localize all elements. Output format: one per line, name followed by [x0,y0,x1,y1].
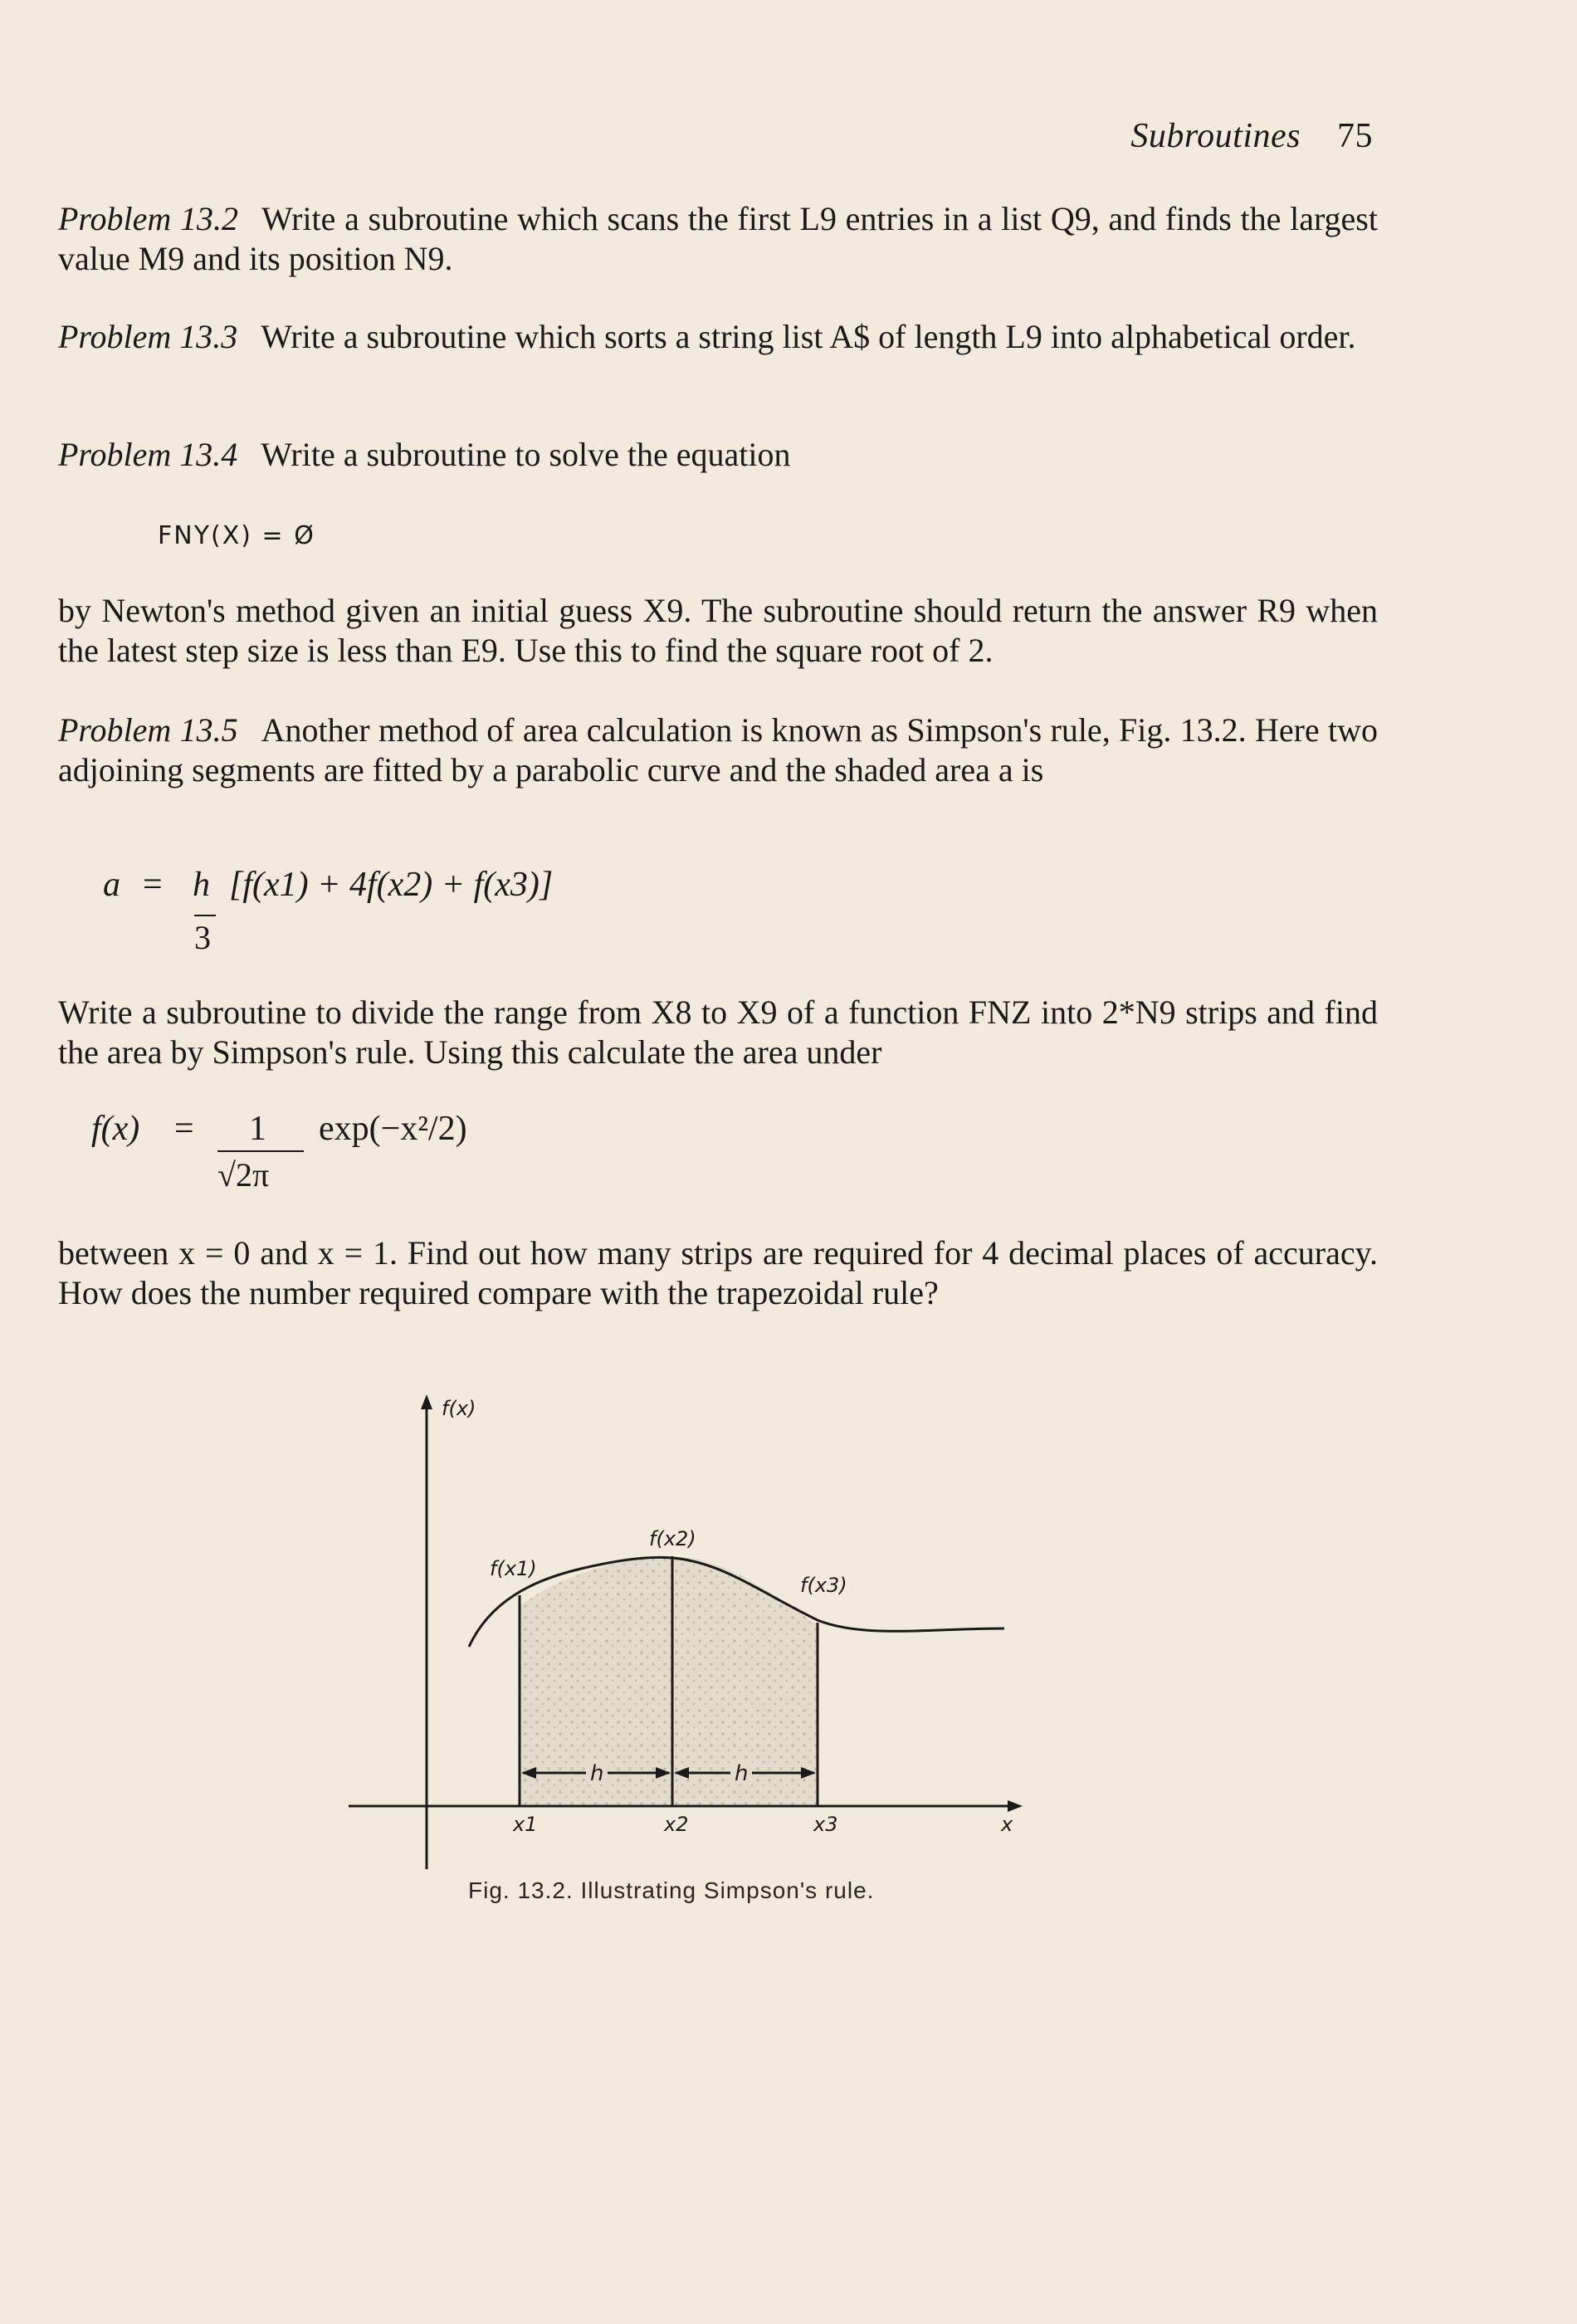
formula-equals: = [143,866,163,904]
problem-label: Problem 13.2 [58,200,238,237]
problem-text: Another method of area calculation is known as Simpson's rule, Fig. 13.2. Here two adjoining segments are fitted by a parabolic curve and the shaded area a is [58,711,1378,788]
step-label-h: h [735,1761,749,1786]
point-label-fx1: f(x1) [490,1557,537,1580]
problem-13-5-final: between x = 0 and x = 1. Find out how many strips are required for 4 decimal places of accuracy. How does the number required compare with the trapezoidal rule? [58,1234,1378,1311]
page-number: 75 [1337,117,1373,155]
problem-label: Problem 13.3 [58,318,238,355]
tick-label-x2: x2 [664,1813,689,1836]
tick-label-x1: x1 [513,1813,538,1836]
formula-lhs: f(x) [91,1110,140,1148]
formula-equals: = [174,1110,194,1148]
formula-numerator: 1 [249,1110,266,1148]
shaded-area [520,1557,818,1806]
x-axis-arrow [1008,1800,1023,1812]
formula-denominator: √2π [217,1156,270,1194]
formula-numerator: h [193,866,210,904]
problem-text: Write a subroutine which scans the first L9 entries in a list Q9, and finds the largest value M9 and its position N9. [58,200,1378,277]
equation-fny: FNY(X) = Ø [158,521,315,550]
formula-bracket: [f(x1) + 4f(x2) + f(x3)] [229,866,554,904]
y-axis-arrow [421,1394,432,1409]
y-axis-label: f(x) [442,1397,476,1420]
problem-text: Write a subroutine to solve the equation [261,436,791,473]
problem-13-4-continued: by Newton's method given an initial guess X9. The subroutine should return the answer R9 when the latest step size is less than E9. Use this to find the square root of 2. [58,592,1378,669]
running-head-title: Subroutines [1130,117,1301,155]
formula-lhs: a [103,866,120,904]
problem-text: Write a subroutine which sorts a string list A$ of length L9 into alphabetical order. [261,318,1356,355]
figure-caption: Fig. 13.2. Illustrating Simpson's rule. [468,1877,875,1903]
x-axis-label: x [1001,1813,1013,1836]
point-label-fx2: f(x2) [649,1527,696,1550]
step-label-h: h [590,1761,604,1786]
formula-rhs: exp(−x²/2) [319,1110,467,1148]
tick-label-x3: x3 [813,1813,838,1836]
problem-label: Problem 13.4 [58,436,238,473]
problem-13-5-continued: Write a subroutine to divide the range from X8 to X9 of a function FNZ into 2*N9 strips and find the area by Simpson's rule. Using this calculate the area under [58,994,1378,1071]
formula-denominator: 3 [194,919,211,956]
problem-label: Problem 13.5 [58,711,238,749]
point-label-fx3: f(x3) [800,1574,847,1597]
